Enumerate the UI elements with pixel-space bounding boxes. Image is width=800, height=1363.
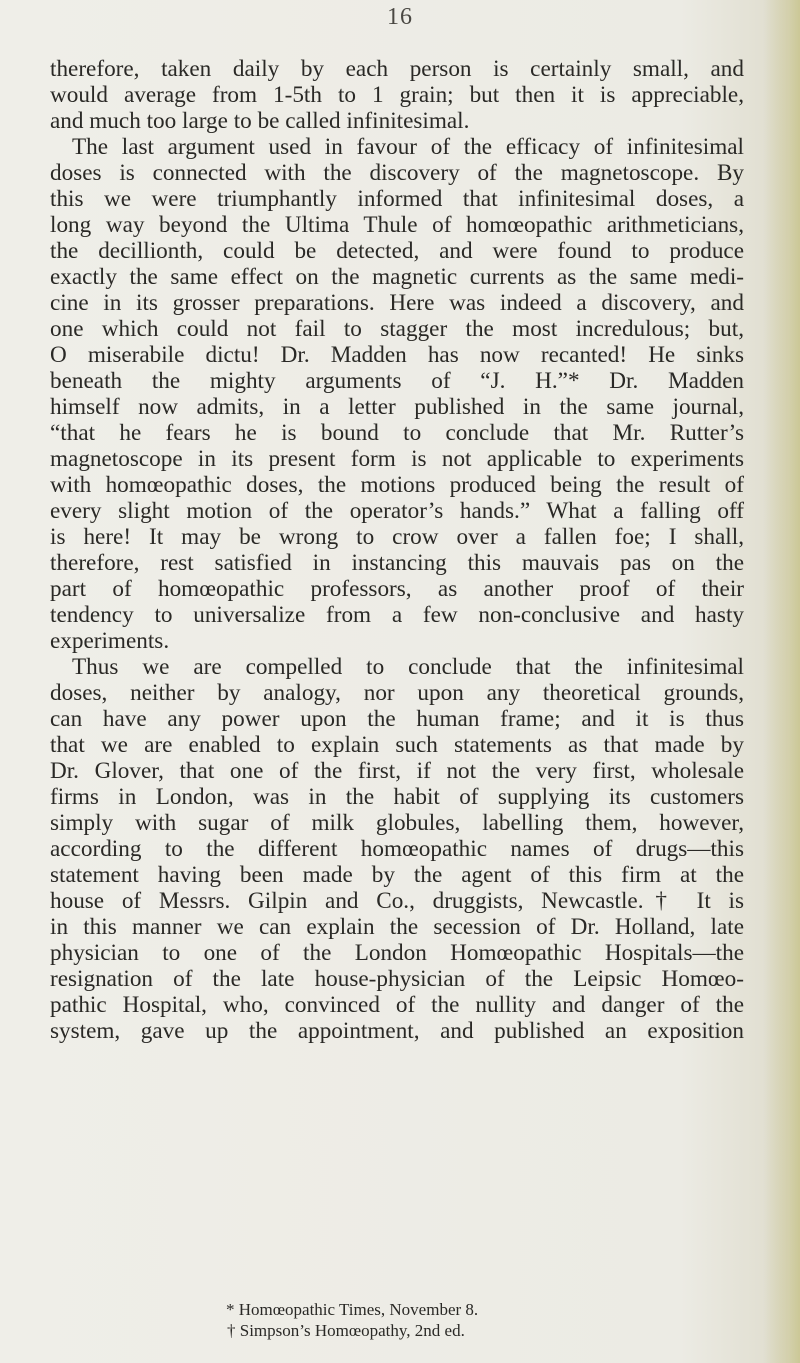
text-line: Thus we are compelled to conclude that the infinitesimal [72, 654, 744, 680]
text-line: the decillionth, could be detected, and were found to produce [50, 238, 744, 264]
text-line: pathic Hospital, who, convinced of the nullity and danger of the [50, 992, 744, 1018]
text-line: magnetoscope in its present form is not applicable to experiments [50, 446, 744, 472]
text-line: house of Messrs. Gilpin and Co., druggists, Newcastle.† It is [50, 888, 744, 914]
page-number: 16 [387, 4, 413, 30]
text-line: that we are enabled to explain such statements as that made by [50, 732, 744, 758]
text-line: himself now admits, in a letter published in the same journal, [50, 394, 744, 420]
text-line: statement having been made by the agent of this firm at the [50, 862, 744, 888]
text-line: therefore, taken daily by each person is certainly small, and [50, 56, 744, 82]
text-line: every slight motion of the operator’s hands.” What a falling off [50, 498, 744, 524]
text-line: O miserabile dictu! Dr. Madden has now recanted! He sinks [50, 342, 744, 368]
text-line: system, gave up the appointment, and published an exposition [50, 1018, 744, 1044]
text-line: The last argument used in favour of the efficacy of infinitesimal [72, 134, 744, 160]
text-line: cine in its grosser preparations. Here was indeed a discovery, and [50, 290, 744, 316]
text-line: long way beyond the Ultima Thule of homœopathic arithmeticians, [50, 212, 744, 238]
text-line: beneath the mighty arguments of “J. H.”* Dr. Madden [50, 368, 744, 394]
text-line: therefore, rest satisfied in instancing this mauvais pas on the [50, 550, 744, 576]
text-line: with homœopathic doses, the motions produced being the result of [50, 472, 744, 498]
text-line: part of homœopathic professors, as another proof of their [50, 576, 744, 602]
text-line: can have any power upon the human frame; and it is thus [50, 706, 744, 732]
text-line: this we were triumphantly informed that infinitesimal doses, a [50, 186, 744, 212]
text-line: is here! It may be wrong to crow over a fallen foe; I shall, [50, 524, 744, 550]
text-line: would average from 1-5th to 1 grain; but then it is appreciable, [50, 82, 744, 108]
text-line: physician to one of the London Homœopathic Hospitals—the [50, 940, 744, 966]
text-line: doses, neither by analogy, nor upon any theoretical grounds, [50, 680, 744, 706]
text-line: according to the different homœopathic names of drugs—this [50, 836, 744, 862]
text-line: in this manner we can explain the secession of Dr. Holland, late [50, 914, 744, 940]
text-line: tendency to universalize from a few non-conclusive and hasty [50, 602, 744, 628]
footnote: † Simpson’s Homœopathy, 2nd ed. [227, 1321, 465, 1340]
text-line: exactly the same effect on the magnetic currents as the same medi- [50, 264, 744, 290]
footnote: * Homœopathic Times, November 8. [226, 1300, 479, 1319]
text-line: doses is connected with the discovery of the magnetoscope. By [50, 160, 744, 186]
page-edge-stain [764, 0, 800, 1363]
text-line: experiments. [50, 628, 170, 654]
text-line: one which could not fail to stagger the most incredulous; but, [50, 316, 744, 342]
text-line: “that he fears he is bound to conclude that Mr. Rutter’s [50, 420, 744, 446]
text-line: Dr. Glover, that one of the first, if not the very first, wholesale [50, 758, 744, 784]
footnotes [0, 1299, 800, 1341]
text-line: and much too large to be called infinitesimal. [50, 108, 470, 134]
text-line: simply with sugar of milk globules, labelling them, however, [50, 810, 744, 836]
text-line: firms in London, was in the habit of supplying its customers [50, 784, 744, 810]
text-line: resignation of the late house-physician of the Leipsic Homœo- [50, 966, 744, 992]
body-text [50, 56, 744, 1044]
